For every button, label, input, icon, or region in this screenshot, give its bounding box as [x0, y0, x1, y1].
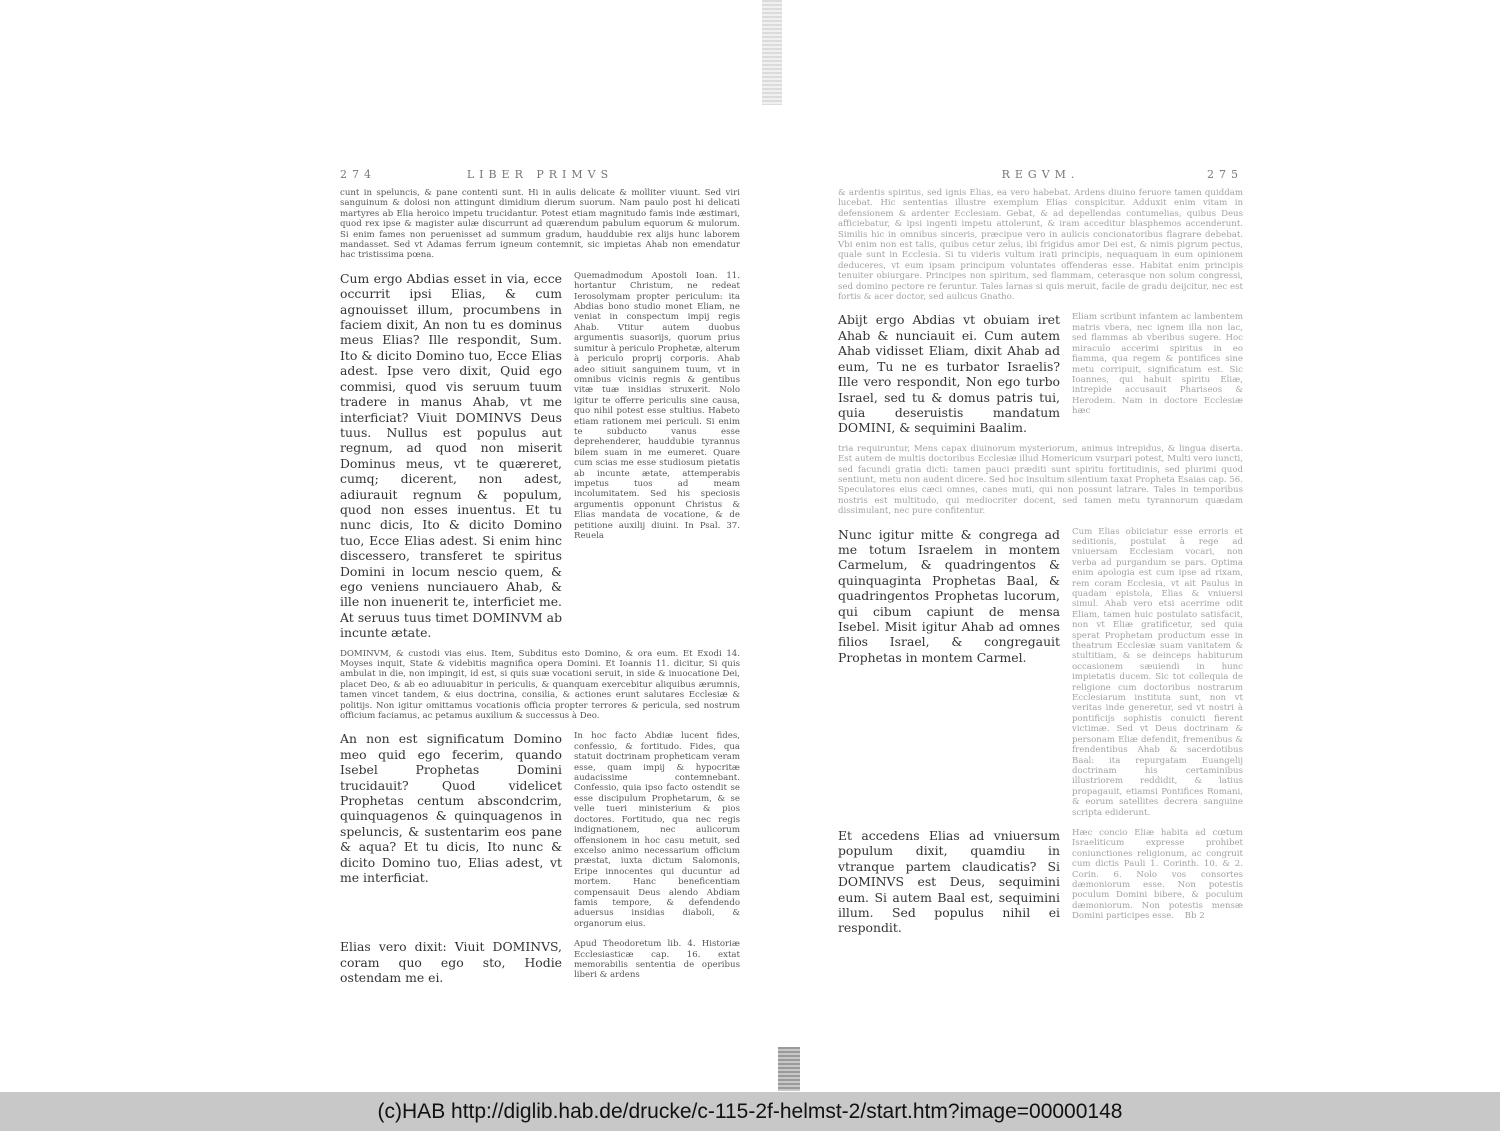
- left-page-number: 274: [340, 168, 376, 181]
- left-intro-text: cunt in speluncis, & pane contenti sunt. Hi in aulis delicate & molliter viuunt. Sed viri sanguinum & dolosi non attingunt dimidium dierum suorum. Nam paulo post hi delicati martyres ab Elia heroico impetu trucidantur. Potest etiam magnitudo famis inde æstimari, quod rex ipse & magister aulæ discurrunt ad quærendum pabulum equorum & mulorum. Si enim fames non peruenisset ad summum gradum, hauddubie rex alijs hunc laborem mandasset. Sed vt Adamas ferrum igneum contemnit, sic impietas Ahab non emendatur hac tristissima pœna.: [340, 188, 740, 261]
- left-middle-paragraph: DOMINVM, & custodi vias eius. Item, Subditus esto Domino, & ora eum. Et Exodi 14. Moyses inquit, State & videbitis magnifica opera Domini. Et Ioannis 11. dicitur, Si quis ambulat in die, non impingit, id est, si quis suæ vocationi seruit, in side & inuocatione Dei, placet Deo, & ab eo adiuuabitur in periculis, & quanquam exercebitur aliquibus ærumnis, tamen vincet tandem, & eius doctrina, consilia, & actiones erunt salutares Ecclesiæ & politijs. Non igitur omittamus vocationis officia propter terrores & pericula, sed nostrum officium faciamus, ac petamus auxilium & successus à Deo.: [340, 648, 740, 722]
- right-commentary-3: [1072, 828, 1243, 936]
- left-page: [340, 168, 740, 985]
- left-running-title: LIBER PRIMVS: [466, 168, 614, 181]
- right-main-text-3: Et accedens Elias ad vniuersum populum dixit, quamdiu in vtranque partem claudicatis? Si DOMINVS est Deus, sequimini eum. Si autem Baal est, sequimini illum. Sed populus nihil ei respondit.: [838, 827, 1060, 936]
- left-commentary-3: Apud Theodoretum lib. 4. Historiæ Ecclesiasticæ cap. 16. extat memorabilis sententia de operibus liberi & ardens: [574, 939, 740, 981]
- right-intro-text: & ardentis spiritus, sed ignis Elias, ea vero habebat. Ardens diuino feruore tamen quiddam lucebat. Hic sententias illustre exemplum Elias conspicitur. Adduxit enim vitam in defensionem & ardenter Ecclesiam. Gebat, & ad depellendas contumelias, quibus Deus afficiebatur, & ipsi ingenti impetu attolerunt, & iram acceditur blasphemos accenderunt. Similis hic in omnibus sinceris, præcipue vero in aulicis concionatoribus flagrare debebat. Vbi enim non est talis, quibus cetur zelus, ibi frigidus amor Dei est, & nimis pigrum pectus, quale sunt in Ecclesia. Si tu videris vultum irati principis, nequaquam in eum opinionem deduceres, vt eum ipsam principum voluntates offenderas esse. Habitat enim principis tenuiter obiurgare. Principes non spiritum, sed flammam, ceterasque non solum congressi, sed domino pectore re feruntur. Tales larnas si quis meruit, facile de gradu deijcitur, nec est fortis & acer doctor, sed aulicus Gnatho.: [838, 188, 1243, 303]
- right-main-text-2: Nunc igitur mitte & congrega ad me totum Israelem in montem Carmelum, & quadringentos & quinquaginta Prophetas Baal, & quadringentos Prophetas lucorum, qui cibum capiunt de mensa Isebel. Misit igitur Ahab ad omnes filios Israel, & congregauit Prophetas in montem Carmel.: [838, 526, 1060, 665]
- right-page-number: 275: [1207, 168, 1243, 181]
- right-section-1: [838, 312, 1243, 435]
- gutter-shadow-top: [762, 0, 782, 105]
- right-middle-paragraph: tria requiruntur, Mens capax diuinorum mysteriorum, animus intrepidus, & lingua diserta. Est autem de multis doctoribus Ecclesiæ illud Homericum vsurpari potest, Multi vero iuncti, sed facundi gratia dicti: tamen pauci præditi sunt spiritu fortitudinis, sed plurimi quod sentiunt, metu non audent dicere. Sed hoc insultum silentium taxat Propheta Esaias cap. 56. Speculatores eius cæci omnes, canes muti, qui non possunt latrare. Tales in temporibus nostris est multitudo, qui mediocriter docent, sed tamen metu tyrannorum quædam dissimulant, nec pure confitentur.: [838, 443, 1243, 517]
- gutter-shadow-bottom: [778, 1047, 800, 1091]
- right-running-title: REGVM.: [1001, 168, 1080, 181]
- left-main-text-1: Cum ergo Abdias esset in via, ecce occurrit ipsi Elias, & cum agnouisset illum, procumbens in faciem dixit, An non tu es dominus meus Elias? Ille respondit, Sum. Ito & dicito Domino tuo, Ecce Elias adest. Ipse vero dixit, Quid ego commisi, quod vis seruum tuum tradere in manus Ahab, vt me interficiat? Viuit DOMINVS Deus tuus. Nullus est populus aut regnum, ad quod non miserit Dominus meus, vt te quæreret, cumq; dicerent, non adest, adiurauit regnum & populum, quod non esses inuentus. Et tu nunc dicis, Ito & dicito Domino tuo, Ecce Elias adest. Si enim hinc discessero, transferet te spiritus Domini in locum nescio quem, & ego veniens nunciauero Ahab, & ille non inuenerit te, interficiet me. At seruus tuus timet DOMINVM ab incunte ætate.: [340, 270, 562, 641]
- right-commentary-2: Cum Elias obiiciatur esse erroris et seditionis, postulat à rege ad vniuersam Ecclesiam vocari, non verba ad purgandum se pars. Optima enim apologia est cum ipse ad rixam, rem coram Ecclesia, vt ait Paulus in quadam epistola, Elias & vniuersi simul. Ahab vero etsi acerrime odit Eliam, tamen huic postulato satisfacit, non vt Eliæ gratificetur, sed quia sperat Prophetam productum esse in theatrum Ecclesiæ suam vanitatem & stultitiam, & se deinceps habiturum occasionem sæuiendi in hunc impietatis ducem. Sic tot collequia de religione cum doctoribus nostrarum Ecclesiarum instituta sunt, non vt veritas inde generetur, sed vt nostri à pontificijs sophistis conuicti fierent victimæ. Sed vt Deus doctrinam & personam Eliæ defendit, fremenibus & frendentibus Ahab & sacerdotibus Baal: ita repurgatam Euangelij doctrinam his certaminibus illustriorem reddidit, & latius propagauit, etiamsi Pontifices Romani, & eorum satellites decrera sanguine scripta ediderunt.: [1072, 526, 1243, 818]
- left-commentary-1: Quemadmodum Apostoli Ioan. 11. hortantur Christum, ne redeat Ierosolymam propter periculum: ita Abdias bono studio monet Eliam, ne veniat in conspectum impij regis Ahab. Vtitur autem duobus argumentis suasorijs, quorum prius sumitur à periculo Prophetæ, alterum à periculo proprij corporis. Ahab adeo sitiuit sanguinem tuum, vt in omnibus vicinis regnis & gentibus vitæ tuæ insidias struxerit. Nolo igitur te offerre periculis sine causa, quo nihil potest esse stultius. Habeto etiam rationem mei periculi. Si enim te subducto vanus esse deprehenderer, hauddubie tyrannus bilem suam in me eumeret. Quare cum scias me esse studiosum pietatis ab incunte ætate, attemperabis impetus tuos ad meam incolumitatem. Sed his speciosis argumentis opponunt Christus & Elias mandata de vocatione, & de petitione auxilij diuini. In Psal. 37. Reuela: [574, 270, 740, 541]
- signature-mark: Bb 2: [1184, 911, 1205, 922]
- left-main-text-3: Elias vero dixit: Viuit DOMINVS, coram quo ego sto, Hodie ostendam me ei.: [340, 939, 562, 985]
- right-page: [838, 168, 1243, 936]
- left-section-1: [340, 271, 740, 641]
- right-main-text-1: Abijt ergo Abdias vt obuiam iret Ahab & nunciauit ei. Cum autem Ahab vidisset Eliam, dixit Ahab ad eum, Tu ne es turbator Israelis? Ille vero respondit, Non ego turbo Israel, sed tu & domus patris tui, quia deseruistis mandatum DOMINI, & sequimini Baalim.: [838, 312, 1060, 436]
- right-commentary-3-text: Hæc concio Eliæ habita ad cœtum Israeliticum expresse prohibet coniunctiones religionum, ac congruit cum dictis Pauli 1. Corinth. 10. & 2. Corin. 6. Nolo vos consortes dæmoniorum esse. Non potestis poculum Domini bibere, & poculum dæmoniorum. Non potestis mensæ Domini participes esse.: [1072, 827, 1243, 922]
- left-section-2: [340, 731, 740, 929]
- left-main-text-2: An non est significatum Domino meo quid ego fecerim, quando Isebel Prophetas Domini trucidauit? Quod videlicet Prophetas centum abscondcrim, quinquagenos & quinquagenos in speluncis, & sustentarim eos pane & aqua? Et tu dicis, Ito nunc & dicito Domino tuo, Elias adest, vt me interficiat.: [340, 731, 562, 886]
- right-running-head: [838, 168, 1243, 184]
- left-running-head: [340, 168, 740, 184]
- right-commentary-1: Eliam scribunt infantem ac lambentem matris vbera, nec ignem illa non lac, sed flammas ab vberibus sugere. Hoc miraculo accerimi spiritus in eo fiamma, qua regem & pontifices sine metu corripuit, significatum est. Sic Ioannes, qui habuit spiritu Eliæ, intrepide accusauit Phariseos & Herodem. Nam in doctore Ecclesiæ hæc: [1072, 312, 1243, 417]
- left-commentary-2: In hoc facto Abdiæ lucent fides, confessio, & fortitudo. Fides, qua statuit doctrinam propheticam veram esse, quam impij & hypocritæ audacissime contemnebant. Confessio, quia ipso facto ostendit se esse discipulum Prophetarum, & se velle tueri ministerium & pios doctores. Fortitudo, qua nec regis indignationem, nec aulicorum offensionem in hoc casu metuit, sed excelso animo necessarium officium præstat, iuxta dictum Salomonis, Eripe innocentes qui ducuntur ad mortem. Hanc beneficentiam compensauit Deus alendo Abdiam famis tempore, & defendendo aduersus insidias diaboli, & organorum eius.: [574, 731, 740, 929]
- right-section-3: [838, 828, 1243, 936]
- left-section-3: [340, 939, 740, 985]
- right-section-2: [838, 527, 1243, 818]
- copyright-footer: (c)HAB http://diglib.hab.de/drucke/c-115-2f-helmst-2/start.htm?image=00000148: [0, 1092, 1500, 1131]
